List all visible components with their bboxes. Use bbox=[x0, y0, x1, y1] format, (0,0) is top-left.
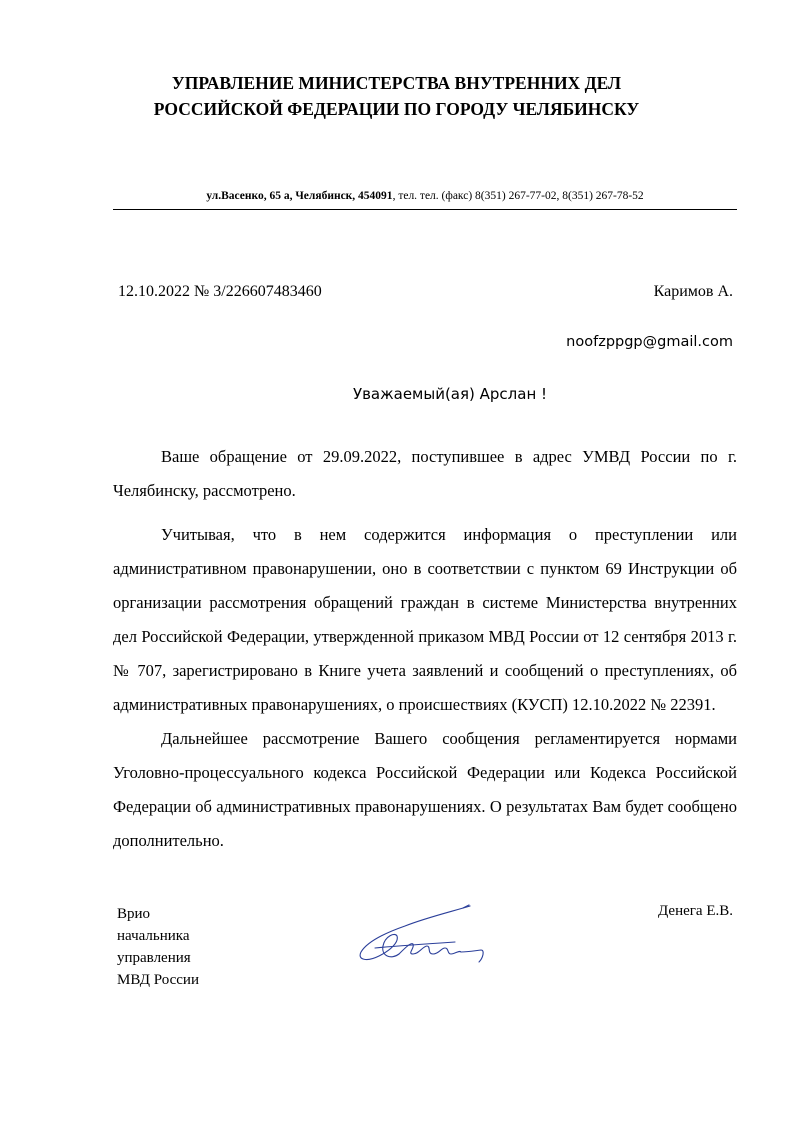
signatory-position-line: МВД России bbox=[117, 972, 199, 988]
signatory-position-line: управления bbox=[117, 950, 191, 966]
organization-address bbox=[113, 190, 737, 202]
address-phones: , тел. тел. (факс) 8(351) 267-77-02, 8(351) 267-78-52 bbox=[392, 190, 644, 202]
signatory-name: Денега Е.В. bbox=[658, 903, 733, 919]
signatory-position bbox=[117, 903, 199, 991]
organization-title-line-2: РОССИЙСКОЙ ФЕДЕРАЦИИ ПО ГОРОДУ ЧЕЛЯБИНСКУ bbox=[153, 99, 640, 119]
body-paragraph-2: Учитывая, что в нем содержится информация о преступлении или административном правонарушении, оно в соответствии с пунктом 69 Инструкции об организации рассмотрения обращений граждан в системе Министерства внутренних дел Российской Федерации, утвержденной приказом МВД России от 12 сентября 2013 г. № 707, зарегистрировано в Книге учета заявлений и сообщений о преступлениях, об административных правонарушениях, о происшествиях (КУСП) 12.10.2022 № 22391. bbox=[113, 525, 737, 714]
handwritten-signature bbox=[355, 902, 495, 972]
organization-title bbox=[0, 70, 793, 122]
address-street: ул.Васенко, 65 а, Челябинск, 454091 bbox=[206, 190, 393, 202]
signatory-position-line: начальника bbox=[117, 928, 190, 944]
body-paragraph-1: Ваше обращение от 29.09.2022, поступившее в адрес УМВД России по г. Челябинску, рассмотрено. bbox=[113, 447, 737, 500]
body-paragraph-3: Дальнейшее рассмотрение Вашего сообщения регламентируется нормами Уголовно-процессуального кодекса Российской Федерации или Кодекса Российской Федерации об административных правонарушениях. О результатах Вам будет сообщено дополнительно. bbox=[113, 729, 737, 850]
header-divider bbox=[113, 209, 737, 210]
addressee-email: noofzppgp@gmail.com bbox=[566, 334, 733, 350]
letter-body bbox=[113, 440, 737, 858]
registration-date-number: 12.10.2022 № 3/226607483460 bbox=[118, 283, 322, 300]
greeting: Уважаемый(ая) Арслан ! bbox=[352, 385, 548, 403]
organization-title-line-1: УПРАВЛЕНИЕ МИНИСТЕРСТВА ВНУТРЕННИХ ДЕЛ bbox=[171, 73, 622, 93]
signatory-position-line: Врио bbox=[117, 906, 151, 922]
addressee-name: Каримов А. bbox=[653, 283, 733, 300]
